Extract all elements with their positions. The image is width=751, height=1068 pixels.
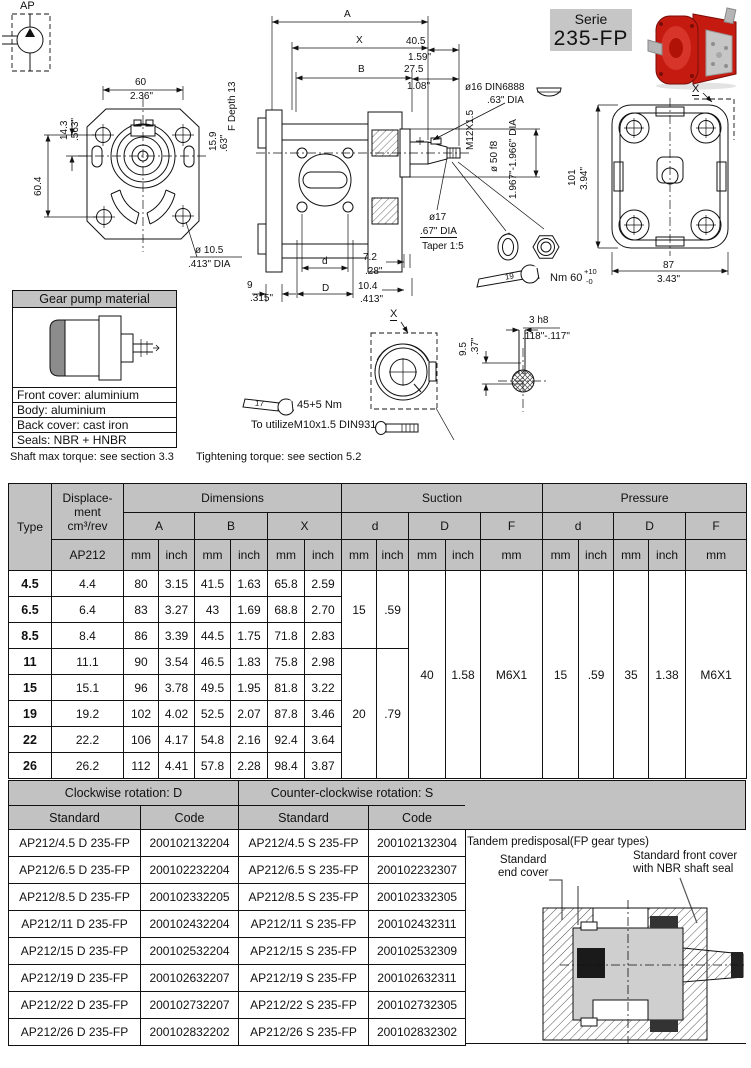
- standard-col-header: Standard: [9, 806, 141, 830]
- nut-icon: [533, 236, 559, 259]
- torque-label: Nm 60: [550, 272, 583, 284]
- cell: 22.2: [52, 727, 124, 753]
- cell: 90: [124, 649, 159, 675]
- col-header-ap212: AP212: [52, 540, 124, 571]
- cell: 57.8: [195, 753, 231, 779]
- cell-standard: AP212/8.5 S 235-FP: [239, 884, 369, 911]
- dim-label: 7.2: [363, 252, 377, 263]
- cell-standard: AP212/4.5 S 235-FP: [239, 830, 369, 857]
- dim-label: 9.5: [458, 342, 469, 356]
- cell: 1.69: [231, 597, 268, 623]
- material-box: [12, 290, 177, 448]
- cell-standard: AP212/4.5 D 235-FP: [9, 830, 141, 857]
- series-label: Serie: [574, 11, 608, 27]
- cell-code: 200102732207: [141, 992, 239, 1019]
- unit-header: inch: [446, 540, 481, 571]
- material-box-figure: [13, 308, 176, 388]
- cell-code: 200102832302: [369, 1019, 466, 1046]
- cell-code: 200102132304: [369, 830, 466, 857]
- dim-label: 3 h8: [529, 315, 549, 326]
- cell: 87.8: [268, 701, 305, 727]
- cell: 71.8: [268, 623, 305, 649]
- cell: 4.17: [159, 727, 195, 753]
- cell-merged: 20: [342, 649, 377, 779]
- dim-label: 14.3: [59, 120, 70, 140]
- dim-label: 60: [135, 77, 147, 88]
- cell: 2.83: [305, 623, 342, 649]
- table-row: [9, 884, 466, 911]
- cell: 4.4: [52, 571, 124, 597]
- cell-merged: 1.58: [446, 571, 481, 779]
- unit-header: mm: [614, 540, 649, 571]
- col-header-displacement: [52, 484, 124, 540]
- dim-label: .413": [360, 294, 384, 305]
- washer-icon: [498, 233, 518, 260]
- cell-type: 4.5: [9, 571, 52, 597]
- unit-header: mm: [409, 540, 446, 571]
- col-header-a: A: [124, 513, 195, 540]
- pump-photo: [648, 8, 736, 90]
- cell-merged: 1.38: [649, 571, 686, 779]
- dim-label: 101: [567, 169, 578, 186]
- cell: 54.8: [195, 727, 231, 753]
- cell-standard: AP212/22 D 235-FP: [9, 992, 141, 1019]
- cell: 4.41: [159, 753, 195, 779]
- group-header-dimensions: Dimensions: [124, 484, 342, 513]
- cell: 83: [124, 597, 159, 623]
- cell: 1.83: [231, 649, 268, 675]
- rear-view-drawing: [598, 93, 734, 275]
- cell-standard: AP212/6.5 S 235-FP: [239, 857, 369, 884]
- cell-code: 200102332305: [369, 884, 466, 911]
- woodruff-key-icon: [537, 88, 561, 96]
- dim-label: 15.9: [208, 131, 219, 151]
- dim-label: .118"-.117": [522, 331, 570, 342]
- dim-label: .413" DIA: [188, 259, 231, 270]
- table-row: [9, 857, 466, 884]
- dim-label: Taper 1:5: [422, 241, 464, 252]
- dim-label: X: [692, 83, 700, 95]
- cell: 81.8: [268, 675, 305, 701]
- dim-label: 10.4: [358, 281, 378, 292]
- dim-label: .28": [365, 266, 383, 277]
- table-row: [9, 571, 747, 597]
- cell: 8.4: [52, 623, 124, 649]
- cell-merged: .79: [377, 649, 409, 779]
- cell-standard: AP212/19 D 235-FP: [9, 965, 141, 992]
- cell-code: 200102232307: [369, 857, 466, 884]
- end-cover-label-line: end cover: [498, 867, 549, 879]
- cell: 80: [124, 571, 159, 597]
- end-cover-label: [498, 854, 549, 880]
- cell-merged: .59: [579, 571, 614, 779]
- front-cover-label-line: Standard front cover: [633, 850, 738, 862]
- col-header-displacement-line: Displace-: [62, 490, 113, 505]
- dim-label: .63": [219, 134, 230, 152]
- group-header-pressure: Pressure: [543, 484, 747, 513]
- cell-code: 200102332205: [141, 884, 239, 911]
- cell: 3.15: [159, 571, 195, 597]
- cell-code: 200102132204: [141, 830, 239, 857]
- cell-type: 15: [9, 675, 52, 701]
- unit-header: inch: [649, 540, 686, 571]
- unit-header: inch: [231, 540, 268, 571]
- cell: 52.5: [195, 701, 231, 727]
- cell-standard: AP212/8.5 D 235-FP: [9, 884, 141, 911]
- cell-code: 200102832202: [141, 1019, 239, 1046]
- cell-type: 6.5: [9, 597, 52, 623]
- group-header-suction: Suction: [342, 484, 543, 513]
- col-header-b: B: [195, 513, 268, 540]
- cell-merged: M6X1: [481, 571, 543, 779]
- cell: 3.27: [159, 597, 195, 623]
- unit-header: inch: [305, 540, 342, 571]
- shaft-torque-note: Shaft max torque: see section 3.3: [10, 451, 174, 463]
- cell: 11.1: [52, 649, 124, 675]
- unit-header: mm: [686, 540, 747, 571]
- dim-label: 3.94": [579, 166, 590, 190]
- unit-header: mm: [543, 540, 579, 571]
- rotation-codes-block: [8, 780, 746, 1046]
- material-box-title: Gear pump material: [13, 291, 176, 308]
- material-row: Seals: NBR + HNBR: [17, 433, 127, 447]
- bolt-icon: [376, 422, 419, 435]
- cell: 3.78: [159, 675, 195, 701]
- cell: 3.87: [305, 753, 342, 779]
- cell-standard: AP212/15 D 235-FP: [9, 938, 141, 965]
- material-row: Back cover: cast iron: [13, 418, 176, 433]
- dim-label: .563": [70, 117, 81, 141]
- dim-label: 60.4: [33, 176, 44, 196]
- end-cover-label-line: Standard: [499, 854, 547, 866]
- dim-label: X: [356, 35, 363, 46]
- dim-label: ø17: [429, 212, 447, 223]
- cell: 6.4: [52, 597, 124, 623]
- cell-merged: 40: [409, 571, 446, 779]
- front-view-drawing: [44, 86, 242, 257]
- cell: 3.64: [305, 727, 342, 753]
- cell-code: 200102432311: [369, 911, 466, 938]
- cell: 1.63: [231, 571, 268, 597]
- col-header-suction-D: D: [409, 513, 481, 540]
- cell: 106: [124, 727, 159, 753]
- front-cover-label: [633, 850, 737, 876]
- side-view-drawing: [252, 16, 544, 302]
- series-badge: [550, 9, 632, 51]
- cell: 1.75: [231, 623, 268, 649]
- cell-type: 22: [9, 727, 52, 753]
- cell: 86: [124, 623, 159, 649]
- cell: 2.07: [231, 701, 268, 727]
- cell-merged: 15: [342, 571, 377, 649]
- cell-type: 26: [9, 753, 52, 779]
- cell: 15.1: [52, 675, 124, 701]
- cell: 4.02: [159, 701, 195, 727]
- cell-type: 11: [9, 649, 52, 675]
- dim-label: .37": [470, 337, 481, 355]
- ccw-rotation-header: Counter-clockwise rotation: S: [239, 781, 466, 806]
- ap-pump-symbol-icon: [2, 14, 50, 71]
- table-row: [9, 992, 466, 1019]
- dim-label: 87: [663, 260, 675, 271]
- cell-standard: AP212/26 D 235-FP: [9, 1019, 141, 1046]
- code-col-header: Code: [369, 806, 466, 830]
- cell-standard: AP212/11 S 235-FP: [239, 911, 369, 938]
- unit-header: mm: [342, 540, 377, 571]
- cell-type: 19: [9, 701, 52, 727]
- cell-code: 200102732305: [369, 992, 466, 1019]
- cell-merged: .59: [377, 571, 409, 649]
- cell: 2.16: [231, 727, 268, 753]
- col-header-displacement-line: ment: [74, 504, 101, 519]
- dim-label: B: [358, 64, 365, 75]
- dim-label: ø 50 f8: [489, 140, 500, 172]
- cell: 43: [195, 597, 231, 623]
- cell: 92.4: [268, 727, 305, 753]
- cell-type: 8.5: [9, 623, 52, 649]
- unit-header: mm: [195, 540, 231, 571]
- torque-tolerance-label: -0: [586, 277, 593, 286]
- col-header-suction-d: d: [342, 513, 409, 540]
- cell: 2.70: [305, 597, 342, 623]
- cell: 46.5: [195, 649, 231, 675]
- unit-header: mm: [268, 540, 305, 571]
- dim-label: ø 10.5: [195, 245, 224, 256]
- material-row: Front cover: aluminium: [13, 388, 176, 403]
- tandem-panel-header: [465, 780, 746, 830]
- dim-label: .315": [250, 293, 274, 304]
- dim-label: 1.967"-1.966" DIA: [508, 119, 519, 199]
- cell: 3.46: [305, 701, 342, 727]
- cell: 1.95: [231, 675, 268, 701]
- cell-merged: 15: [543, 571, 579, 779]
- torque-label: 45+5 Nm: [297, 399, 342, 411]
- cell-standard: AP212/11 D 235-FP: [9, 911, 141, 938]
- cell: 26.2: [52, 753, 124, 779]
- detail-x-label: X: [390, 308, 398, 320]
- table-row: [9, 938, 466, 965]
- tandem-title-text: Tandem predisposal: [467, 836, 570, 848]
- col-header-suction-F: F: [481, 513, 543, 540]
- col-header-pressure-D: D: [614, 513, 686, 540]
- dim-label: 1.59": [408, 52, 432, 63]
- dim-label: 9: [247, 280, 253, 291]
- dim-label: 40.5: [406, 36, 426, 47]
- dim-label: 1.08": [407, 81, 431, 92]
- cell-code: 200102432204: [141, 911, 239, 938]
- col-header-displacement-line: cm³/rev: [67, 518, 108, 533]
- dim-label: .67" DIA: [420, 226, 457, 237]
- cell-merged: 35: [614, 571, 649, 779]
- cell: 3.22: [305, 675, 342, 701]
- tandem-title: [467, 836, 649, 849]
- dim-label: A: [344, 9, 351, 20]
- cell: 3.54: [159, 649, 195, 675]
- col-header-x: X: [268, 513, 342, 540]
- ap-symbol-label: AP: [20, 0, 35, 12]
- unit-header: inch: [579, 540, 614, 571]
- tandem-panel: [465, 780, 746, 1046]
- cell-code: 200102632311: [369, 965, 466, 992]
- table-row: [9, 1019, 466, 1046]
- cell-code: 200102532309: [369, 938, 466, 965]
- cell: 44.5: [195, 623, 231, 649]
- tandem-figure-area: [465, 830, 746, 1044]
- wrench-17-icon: [243, 399, 300, 415]
- cell: 3.39: [159, 623, 195, 649]
- cell: 112: [124, 753, 159, 779]
- col-header-pressure-d: d: [543, 513, 614, 540]
- wrench-size-label: 17: [254, 398, 265, 409]
- dim-label: .63" DIA: [487, 95, 524, 106]
- series-number: 235-FP: [553, 27, 629, 50]
- front-cover-label-line: with NBR shaft seal: [633, 863, 734, 875]
- unit-header: mm: [481, 540, 543, 571]
- cw-rotation-header: Clockwise rotation: D: [9, 781, 239, 806]
- dim-label: d: [322, 256, 328, 267]
- table-row: [9, 911, 466, 938]
- bolt-note-label: To utilizeM10x1.5 DIN931: [251, 419, 377, 431]
- cell-standard: AP212/22 S 235-FP: [239, 992, 369, 1019]
- material-row: Body: aluminium: [13, 403, 176, 418]
- cell: 96: [124, 675, 159, 701]
- dim-label: D: [322, 283, 330, 294]
- cell-code: 200102632207: [141, 965, 239, 992]
- cell-standard: AP212/6.5 D 235-FP: [9, 857, 141, 884]
- dim-label: M12X1.5: [465, 109, 476, 150]
- dim-label: 2.36": [130, 91, 154, 102]
- code-col-header: Code: [141, 806, 239, 830]
- col-header-pressure-F: F: [686, 513, 747, 540]
- cell-standard: AP212/19 S 235-FP: [239, 965, 369, 992]
- cell: 98.4: [268, 753, 305, 779]
- cell: 2.59: [305, 571, 342, 597]
- cell-code: 200102532204: [141, 938, 239, 965]
- unit-header: inch: [159, 540, 195, 571]
- cell: 19.2: [52, 701, 124, 727]
- tandem-title-suffix: (FP gear types): [569, 836, 649, 848]
- cell-standard: AP212/26 S 235-FP: [239, 1019, 369, 1046]
- cell: 2.28: [231, 753, 268, 779]
- dimensions-table: [8, 483, 747, 779]
- cell: 102: [124, 701, 159, 727]
- cell: 49.5: [195, 675, 231, 701]
- cell-code: 200102232204: [141, 857, 239, 884]
- cell: 2.98: [305, 649, 342, 675]
- table-row: [9, 830, 466, 857]
- cell: 68.8: [268, 597, 305, 623]
- dim-label: ø16 DIN6888: [465, 82, 525, 93]
- cell: 41.5: [195, 571, 231, 597]
- dim-label: 3.43": [657, 274, 681, 285]
- cell: 75.8: [268, 649, 305, 675]
- cell-merged: M6X1: [686, 571, 747, 779]
- wrench-size-label: 19: [504, 271, 515, 282]
- table-row: [9, 965, 466, 992]
- dim-label: 27.5: [404, 64, 424, 75]
- unit-header: mm: [124, 540, 159, 571]
- rotation-codes-table: [8, 780, 466, 1046]
- col-header-type: Type: [9, 484, 52, 571]
- cell: 65.8: [268, 571, 305, 597]
- torque-tolerance-label: +10: [584, 267, 597, 276]
- tightening-torque-note: Tightening torque: see section 5.2: [196, 451, 362, 463]
- standard-col-header: Standard: [239, 806, 369, 830]
- cell-standard: AP212/15 S 235-FP: [239, 938, 369, 965]
- dim-label: F Depth 13: [227, 81, 238, 131]
- unit-header: inch: [377, 540, 409, 571]
